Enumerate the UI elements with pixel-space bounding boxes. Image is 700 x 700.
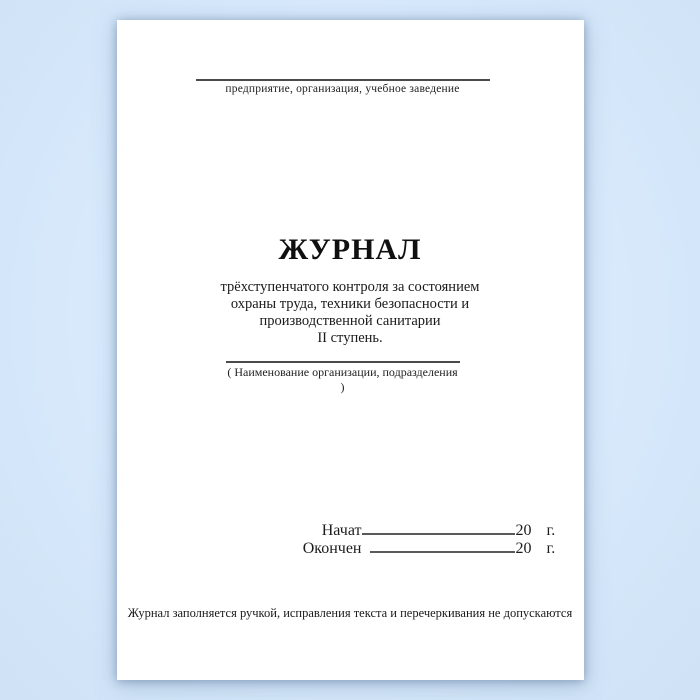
date-started-label: Начат [321,522,362,539]
date-finished-label: Окончен [302,540,362,557]
date-finished-blank-line [370,551,515,553]
organization-line-block [196,79,490,95]
subtitle-line-1: трёхступенчатого контроля за состоянием [220,279,480,295]
date-started-year-suffix: г. [546,522,556,539]
organization-line-caption: предприятие, организация, учебное заведение [225,83,460,95]
journal-cover-page [117,20,584,680]
organization-name-block [226,361,460,395]
journal-title: ЖУРНАЛ [278,233,422,266]
journal-dates-block [290,522,556,558]
journal-subtitle [117,279,584,347]
date-finished-year-suffix: г. [546,540,556,557]
fill-rules-note: Журнал заполняется ручкой, исправления текста и перечеркивания не допускаются [127,606,573,620]
date-row-finished [290,540,556,558]
subtitle-line-3: производственной санитарии [259,313,441,329]
date-started-blank-line [362,533,515,535]
subtitle-line-4: II ступень. [317,330,383,346]
date-started-year-prefix: 20 [515,522,532,539]
subtitle-line-2: охраны труда, техники безопасности и [230,296,470,312]
date-finished-year-prefix: 20 [515,540,532,557]
organization-name-caption: ( Наименование организации, подразделения ) [227,365,458,394]
date-row-started [290,522,556,540]
